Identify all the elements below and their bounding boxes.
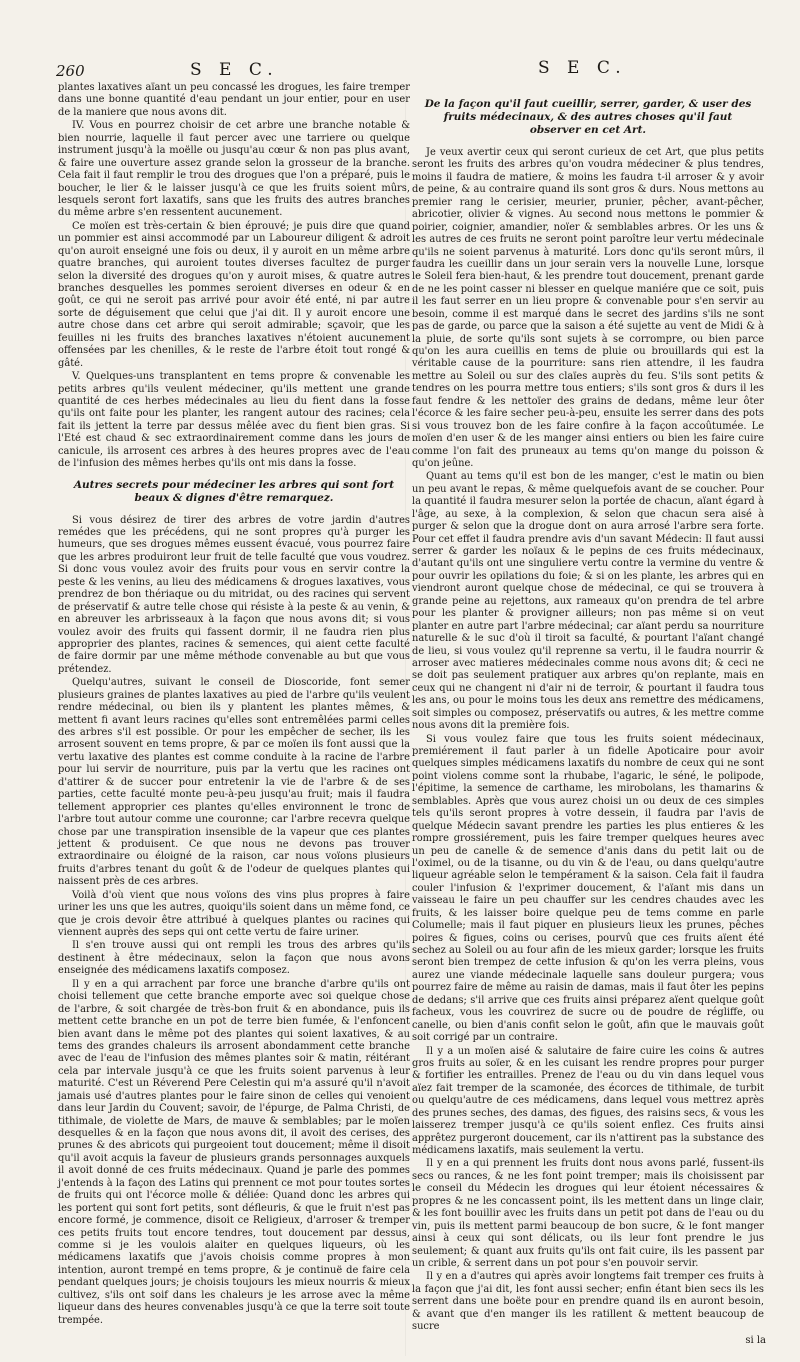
- paragraph: Voilà d'où vient que nous voïons des vins plus propres à faire uriner les uns que les autres, quoiqu'ils soient dans un même fond, ce que je crois devoir être attribué à quelques plantes ou racines qui viennent auprès des seps qui ont cette vertu de faire uriner.: [58, 889, 410, 938]
- paragraph: V. Quelques-uns transplantent en tems propre & convenable les petits arbres qu'ils veulent médeciner, qu'ils mettent une grande quantité de ces herbes médecinales au lieu du fient dans la fosse qu'ils ont faite pour les planter, les rangent autour des racines; cela fait ils jettent la terre par dessus mêlée avec du fient bien gras. Si l'Eté est chaud & sec extraordinairement comme dans les jours de canicule, ils arrosent ces arbres à des heures propres avec de l'eau de l'infusion des mêmes herbes qu'ils ont mis dans la fosse.: [58, 371, 410, 470]
- paragraph: Il y en a d'autres qui après avoir longtems fait tremper ces fruits à la façon que j'ai dit, les font aussi secher; enfin étant bien secs ils les serrent dans une boëte pour en prendre quand ils en auront besoin, & avant que d'en manger ils les ratillent & mettent beaucoup de sucre: [412, 1271, 764, 1333]
- paragraph: Il s'en trouve aussi qui ont rempli les trous des arbres qu'ils destinent à être médecinaux, selon la façon que nous avons enseignée des médicamens laxatifs composez.: [58, 940, 410, 977]
- paragraph: Ce moïen est très-certain & bien éprouvé; je puis dire que quand un pommier est ainsi accommodé par un Laboureur diligent & adroit qu'on auroit enseigné une fois ou deux, il y auroit en un même arbre quatre branches, qui auroient toutes diverses facultez de purger selon la diversité des drogues qu'on y auroit mises, & quatre autres branches desquelles les pommes seroient diverses en odeur & en goût, ce qui ne seroit pas arrivé pour avoir été enté, ni par autre sorte de déguisement que celui que j'ai dit. Il y auroit encore une autre chose dans cet arbre qui seroit admirable; sçavoir, que les feuilles ni les fruits des branches laxatives n'étoient aucunement offensées par les chenilles, & le reste de l'arbre étoit tout rongé & gâté.: [58, 220, 410, 369]
- paragraph: Si vous désirez de tirer des arbres de votre jardin d'autres remédes que les précédens, qui ne sont propres qu'à purger les humeurs, que ses drogues mêmes eussent évacué, vous pourrez faire que les arbres produiront leur fruit de telle faculté que vous voudrez. Si donc vous voulez avoir des fruits pour vous en servir contre la peste & les venins, au lieu des médicamens & drogues laxatives, vous prendrez de bon thériaque ou du mitridat, ou des racines qui servent de préservatif & autre telle chose qui résiste à la peste & au venin, & en abreuver les arbrisseaux à la façon que nous avons dit; si vous voulez avoir des fruits qui fassent dormir, il ne faudra rien plus approprier des plantes, racines & semences, qui aient cette faculté de faire dormir par une même méthode convenable au but que vous prétendez.: [58, 514, 410, 675]
- catchword: si la: [745, 1335, 766, 1346]
- section-heading: Autres secrets pour médeciner les arbres qui sont fort beaux & dignes d'être remarquez.: [73, 478, 395, 504]
- section-heading: De la façon qu'il faut cueillir, serrer, garder, & user des fruits médecinaux, & des autres choses qu'il faut observer en cet Art.: [424, 98, 752, 136]
- paragraph: Je veux avertir ceux qui seront curieux de cet Art, que plus petits seront les fruits des arbres qu'on voudra médeciner & plus tendres, moins il faudra de matiere, & moins les faudra t-il arroser & y avoir de peine, & au contraire quand ils sont gros & durs. Nous mettons au premier rang le cerisier, meurier, prunier, pêcher, avant-pêcher, abricotier, olivier & vignes. Au second nous mettons le pommier & poirier, coignier, amandier, noïer & semblables arbres. Or les uns & les autres de ces fruits ne seront point paroître leur vertu médecinale qu'ils ne soient parvenus à maturité. Lors donc qu'ils seront mûrs, il faudra les cueillir dans un jour serain vers la nouvelle Lune, lorsque le Soleil fera bien-haut, & les prendre tout doucement, prenant garde de ne les point casser ni blesser en quelque maniére que ce soit, puis il les faut serrer en un lieu propre & convenable pour s'en servir au besoin, comme il est marqué dans le secret des jardins s'ils ne sont pas de garde, ou parce que la saison a été sujette au vent de Midi & à la pluie, de sorte qu'ils sont sujets à se corrompre, ou bien parce qu'on les aura cueillis en tems de pluie ou brouillards qui est la véritable cause de la pourriture: sans rien attendre, il les faudra mettre au Soleil ou sur des claïes auprès du feu. S'ils sont petits & tendres on les pourra mettre tous entiers; s'ils sont gros & durs il les faut fendre & les nettoïer des grains de dedans, même leur ôter l'écorce & les faire secher peu-à-peu, ensuite les serrer dans des pots si vous trouvez bon de les faire confire à la façon accoûtumée. Le moïen d'en user & de les manger ainsi entiers ou bien les faire cuire comme l'on fait des pruneaux au tems qu'on mange du poisson & qu'on jeûne.: [412, 147, 764, 469]
- paragraph: Quelqu'autres, suivant le conseil de Dioscoride, font semer plusieurs graines de plantes laxatives au pied de l'arbre qu'ils veulent rendre médecinal, ou bien ils y plantent les plantes mêmes, & mettent fi avant leurs racines qu'elles sont entremêlées parmi celles des arbres s'il est possible. Or pour les empêcher de secher, ils les arrosent souvent en tems propre, & par ce moïen ils font aussi que la vertu laxative des plantes est comme conduite à la racine de l'arbre pour lui servir de nourriture, puis par la vertu que les racines ont d'attirer & de succer pour entretenir la vie de l'arbre & de ses parties, cette faculté monte peu-à-peu jusqu'au fruit; mais il faudra tellement approprier ces plantes qu'elles environnent le tronc de l'arbre tout autour comme une couronne; car l'arbre recevra quelque chose par une transpiration insensible de la vapeur que ces plantes jettent & produisent. Ce que nous ne devons pas trouver extraordinaire ou éloigné de la raison, car nous voïons plusieurs fruits d'arbres tenant du goût & de l'odeur de quelques plantes qui naissent près de ces arbres.: [58, 677, 410, 888]
- running-head-right: S E C.: [538, 58, 627, 78]
- running-head-left: S E C.: [190, 60, 279, 80]
- paragraph: Quant au tems qu'il est bon de les manger, c'est le matin ou bien un peu avant le repas, & même quelquefois avant de se coucher. Pour la quantité il faudra mesurer selon la portée de chacun, aïant égard à l'âge, au sexe, à la complexion, & selon que chacun sera aisé à purger & selon que la drogue dont on aura arrosé l'arbre sera forte. Pour cet effet il faudra prendre avis d'un savant Médecin: Il faut aussi serrer & garder les noïaux & le pepins de ces fruits médecinaux, d'autant qu'ils ont une singuliere vertu contre la vermine du ventre & pour ouvrir les opilations du foie; & si on les plante, les arbres qui en viendront auront quelque chose de médecinal, ce qui se trouvera à grande peine au rejettons, aux rameaux qu'on prendra de tel arbre pour les planter & provigner ailleurs; non pas même si on veut planter en autre part l'arbre médecinal; car aïant perdu sa nourriture naturelle & le suc d'où il tiroit sa faculté, & pourtant l'aïant changé de lieu, si vous voulez qu'il reprenne sa vertu, il le faudra nourrir & arroser avec matieres médecinales comme nous avons dit; & ceci ne se doit pas seulement pratiquer aux arbres qu'on replante, mais en ceux qui ne changent ni d'air ni de terroir, & pourtant il faudra tous les ans, ou pour le moins tous les deux ans remettre des médicamens, soit simples ou composez, préservatifs ou autres, & les mettre comme nous avons dit la première fois.: [412, 471, 764, 732]
- right-column: [412, 98, 764, 1335]
- paragraph: Il y a un moïen aisé & salutaire de faire cuire les coins & autres gros fruits au soïer, & en les cuisant les rendre propres pour purger & fortifier les entrailles. Prenez de l'eau ou du vin dans lequel vous aïez fait tremper de la scamonée, des écorces de tithimale, de turbit ou quelqu'autre de ces médicamens, dans lequel vous mettrez après des prunes seches, des damas, des figues, des raisins secs, & vous les laisserez tremper jusqu'à ce qu'ils soient enflez. Ces fruits ainsi apprêtez purgeront doucement, car ils n'attirent pas la substance des médicamens laxatifs, mais seulement la vertu.: [412, 1045, 764, 1156]
- paragraph: plantes laxatives aïant un peu concassé les drogues, les faire tremper dans une bonne quantité d'eau pendant un jour entier, pour en user de la maniere que nous avons dit.: [58, 82, 410, 118]
- page-number: 260: [56, 62, 85, 80]
- left-column: [58, 82, 410, 1328]
- paragraph: IV. Vous en pourrez choisir de cet arbre une branche notable & bien nourrie, laquelle il faut percer avec une tarriere ou quelque instrument jusqu'à la moëlle ou jusqu'au cœur & non pas plus avant, & faire une ouverture assez grande selon la grosseur de la branche. Cela fait il faut remplir le trou des drogues que l'on a préparé, puis le boucher, le lier & le laisser jusqu'à ce que les fruits soient mûrs, lesquels seront fort laxatifs, sans que les fruits des autres branches du même arbre s'en ressentent aucunement.: [58, 120, 410, 219]
- paragraph: Il y en a qui arrachent par force une branche d'arbre qu'ils ont choisi tellement que cette branche emporte avec soi quelque chose de l'arbre, & soit chargée de très-bon fruit & en abondance, puis ils mettent cette branche en un pot de terre bien fumée, & l'enfoncent bien avant dans le même pot des plantes qui soient laxatives, & au tems des grandes chaleurs ils arrosent abondamment cette branche avec de l'eau de l'infusion des mêmes plantes soir & matin, réitérant cela par intervale jusqu'à ce que les fruits soient parvenus à leur maturité. C'est un Réverend Pere Celestin qui m'a assuré qu'il n'avoit jamais usé d'autres plantes pour le faire sinon de celles qui venoient dans leur Jardin du Couvent; savoir, de l'épurge, de Palma Christi, de tithimale, de violette de Mars, de mauve & semblables; par le moïen desquelles & en la façon que nous avons dit, il avoit des cerises, des prunes & des abricots qui purgeoient tout doucement; même il disoit qu'il avoit acquis la faveur de plusieurs grands personnages auxquels il avoit donné de ces fruits médecinaux. Quand je parle des pommes j'entends à la façon des Latins qui prennent ce mot pour toutes sortes de fruits qui ont l'écorce molle & déliée: Quand donc les arbres qui les portent qui sont fort petits, sont défleuris, & que le fruit n'est pas encore formé, je commence, disoit ce Religieux, d'arroser & tremper ces petits fruits tout encore tendres, tout doucement par dessus, comme si je les voulois alaiter en quelques liqueurs, où les médicamens laxatifs que j'avois choisis comme propres à mon intention, auront trempé en tems propre, & je continuë de faire cela pendant quelques jours; je choisis toujours les mieux nourris & mieux cultivez, s'ils ont soif dans les chaleurs je les arrose avec la même liqueur dans des heures convenables jusqu'à ce que la terre soit toute trempée.: [58, 978, 410, 1326]
- paragraph: Il y en a qui prennent les fruits dont nous avons parlé, fussent-ils secs ou rances, & ne les font point tremper; mais ils choisissent par le conseil du Médecin les drogues qui leur étoient nécessaires & propres & ne les concassent point, ils les mettent dans un linge clair, & les font bouillir avec les fruits dans un petit pot dans de l'eau ou du vin, puis ils mettent parmi beaucoup de bon sucre, & le font manger ainsi à ceux qui sont délicats, ou ils leur font prendre le jus seulement; & quant aux fruits qu'ils ont fait cuire, ils les passent par un crible, & serrent dans un pot pour s'en pouvoir servir.: [412, 1158, 764, 1269]
- paragraph: Si vous voulez faire que tous les fruits soient médecinaux, premiérement il faut parler à un fidelle Apoticaire pour avoir quelques simples médicamens laxatifs du nombre de ceux qui ne sont point violens comme sont la rhubabe, l'agaric, le séné, le polipode, l'épitime, la semence de carthame, les mirobolans, les thamarins & semblables. Après que vous aurez choisi un ou deux de ces simples tels qu'ils seront propres à votre dessein, il faudra par l'avis de quelque Médecin savant prendre les parties les plus entieres & les rompre grossiérement, puis les faire tremper quelques heures avec un peu de canelle & de semence d'anis dans du petit lait ou de l'oximel, ou de la tisanne, ou du vin & de l'eau, ou dans quelqu'autre liqueur agréable selon le tempérament & la saison. Cela fait il faudra couler l'infusion & l'exprimer doucement, & l'aïant mis dans un vaisseau le faire un peu chauffer sur les cendres chaudes avec les fruits, & les laisser boire quelque peu de tems comme en parle Columelle; mais il faut piquer en plusieurs lieux les prunes, pêches poires & figues, coins ou cerises, pourvû que ces fruits aïent été sechez au Soleil ou au four afin de les mieux garder; lorsque les fruits seront bien trempez de cette infusion & qu'on les verra pleins, vous aurez une viande médecinale laquelle sans douleur purgera; vous pourrez faire de même au raisin de damas, mais il faut ôter les pepins de dedans; s'il arrive que ces fruits ainsi préparez aïent quelque goût facheux, vous les couvrirez de sucre ou de poudre de régliffe, ou canelle, ou bien d'anis confit selon le goût, afin que le mauvais goût soit corrigé par un contraire.: [412, 733, 764, 1044]
- page-header: [0, 58, 800, 84]
